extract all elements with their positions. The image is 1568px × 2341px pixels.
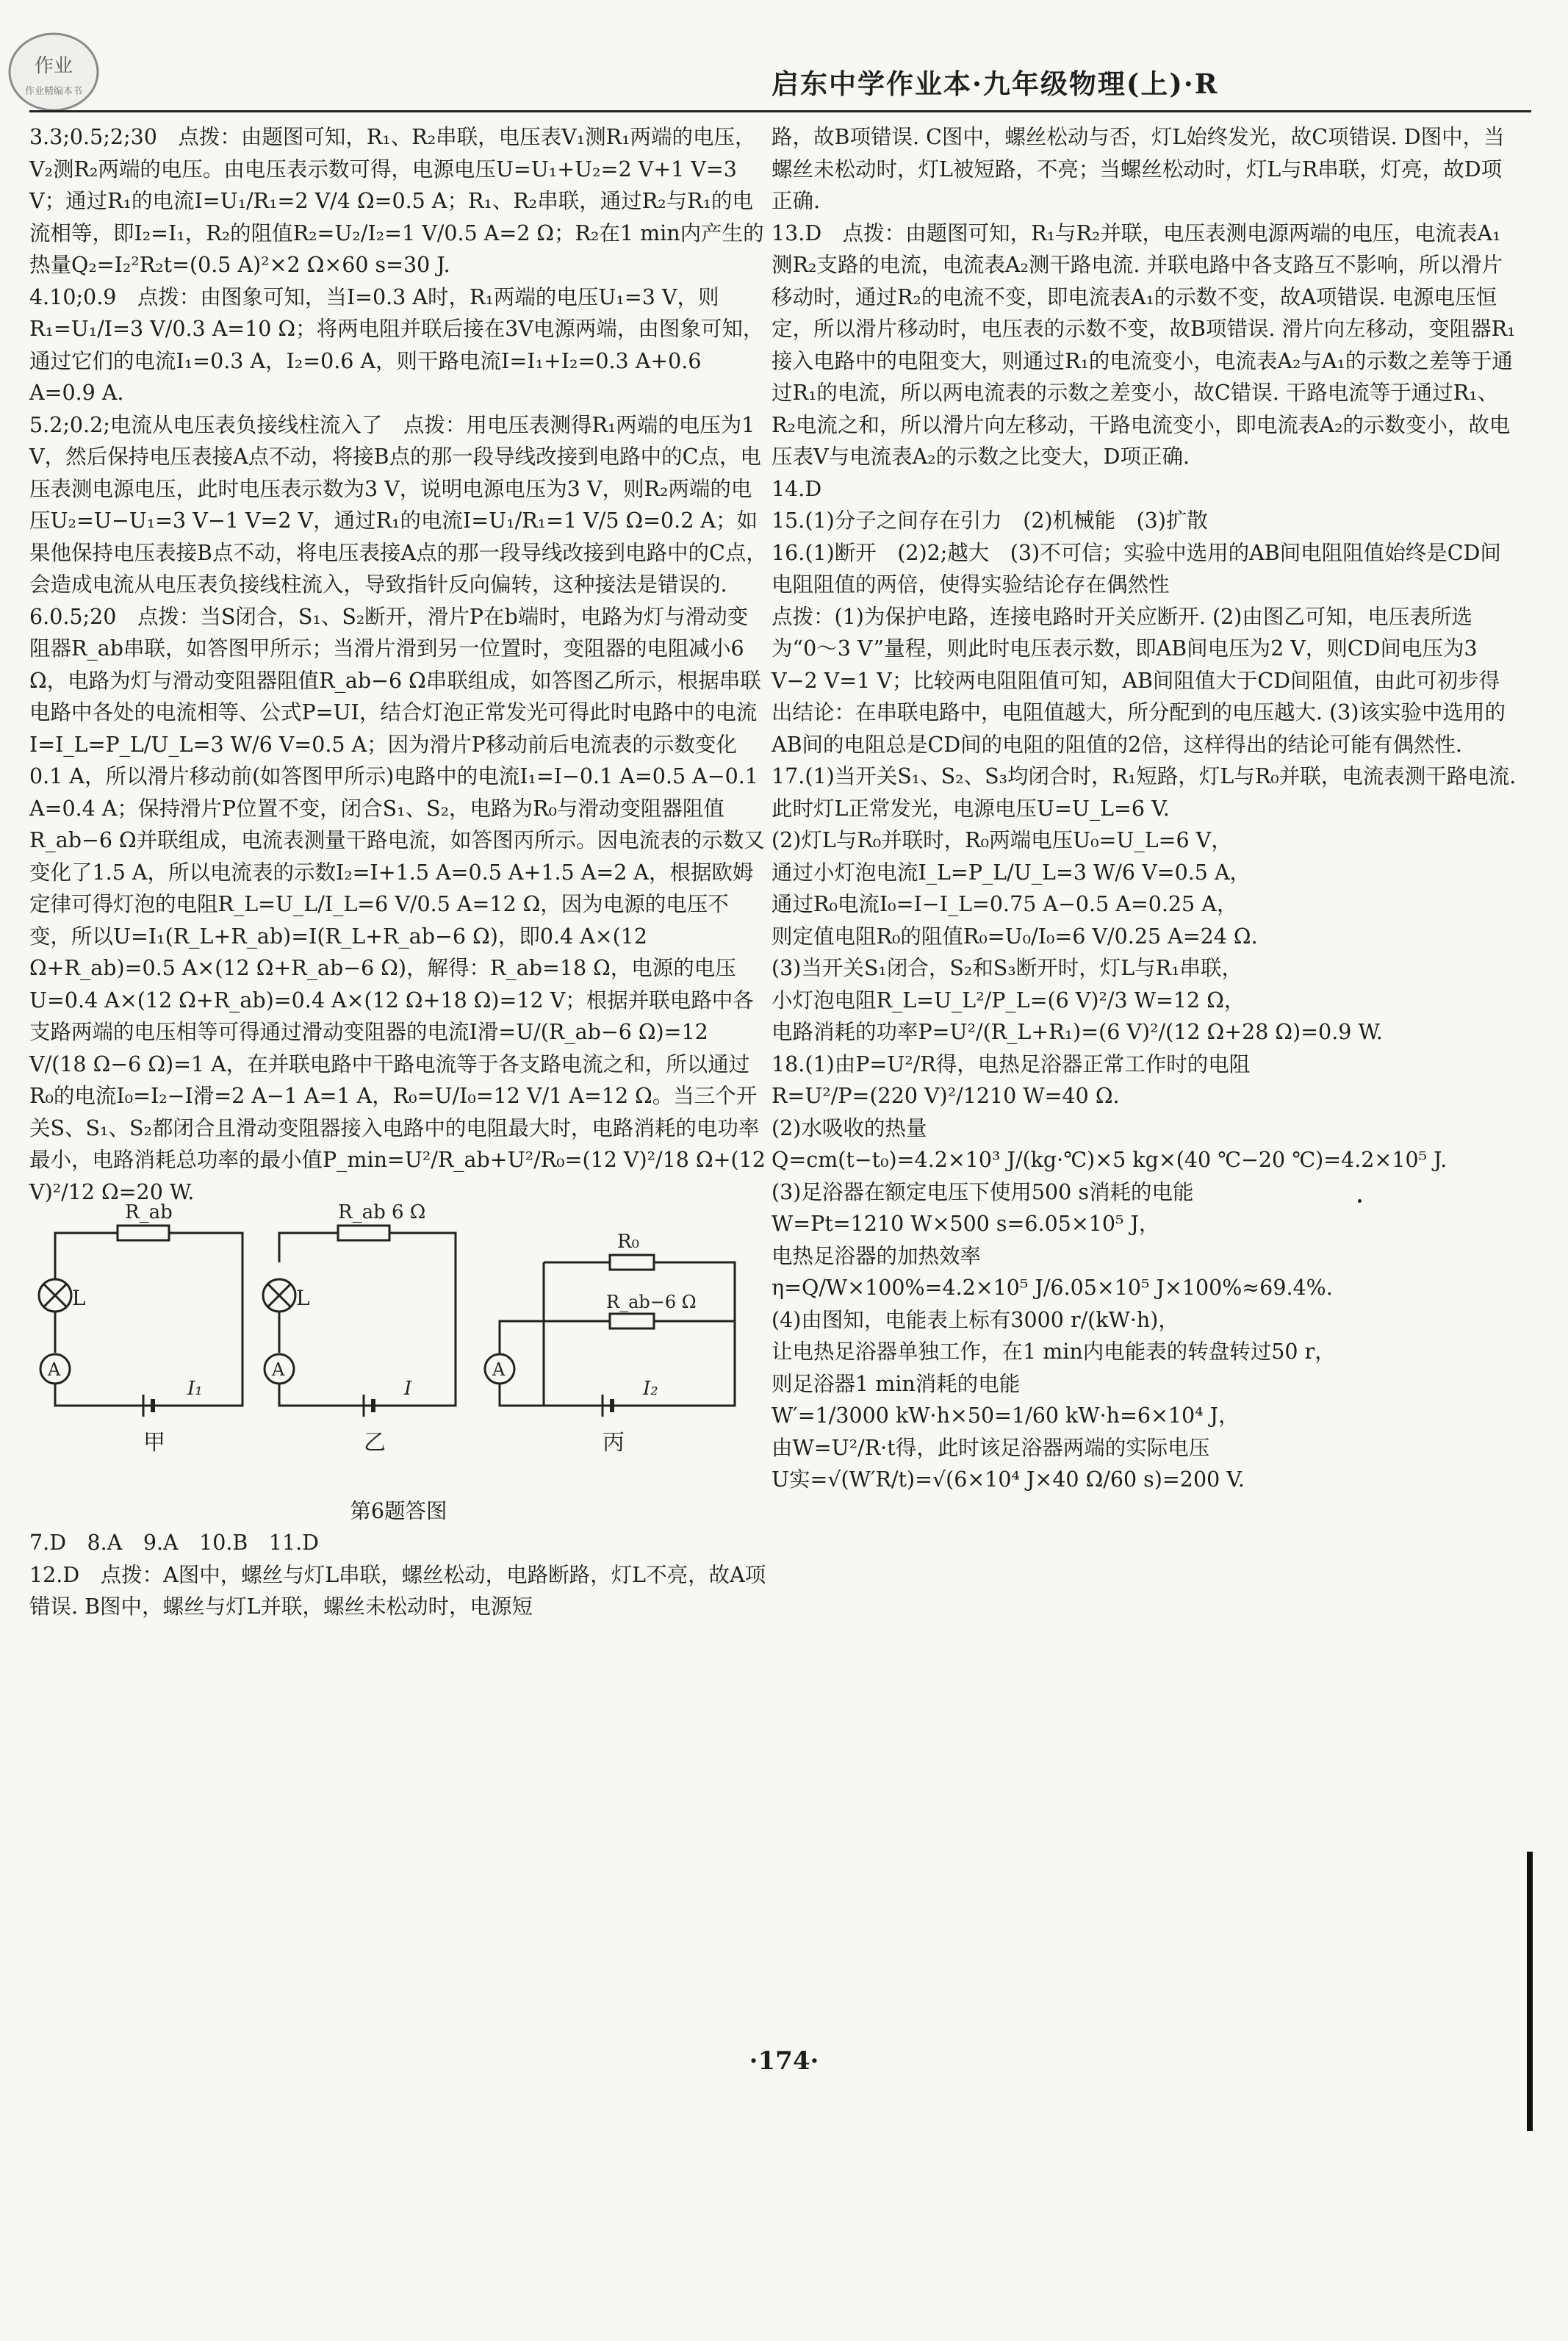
logo-text: 作业: [34, 55, 73, 77]
left-column: [29, 121, 772, 2024]
answer-12: 12.D 点拨：A图中，螺丝与灯L串联，螺丝松动，电路断路，灯L不亮，故A项错误. B图中，螺丝与灯L并联，螺丝未松动时，电源短: [29, 1562, 766, 1619]
logo-subtext: 作业精编本书: [24, 86, 83, 97]
answer-18-4: (4)由图知，电能表上标有3000 r/(kW·h)，: [772, 1307, 1179, 1332]
answer-18-line: 由W=U²/R·t得，此时该足浴器两端的实际电压: [772, 1435, 1210, 1460]
right-column: [772, 121, 1517, 2068]
answer-17-line: 此时灯L正常发光，电源电压U=U_L=6 V.: [772, 796, 1170, 821]
label-ammeter-yi: A: [272, 1359, 285, 1380]
answer-18-line: W′=1/3000 kW·h×50=1/60 kW·h=6×10⁴ J，: [772, 1403, 1240, 1428]
answer-17-line: 则定值电阻R₀的阻值R₀=U₀/I₀=6 V/0.25 A=24 Ω.: [772, 924, 1258, 949]
page-number: ·174·: [749, 2046, 819, 2076]
publisher-logo: [6, 29, 101, 118]
answer-6: 6.0.5;20 点拨：当S闭合，S₁、S₂断开，滑片P在b端时，电路为灯与滑动变阻器R_ab串联，如答图甲所示；当滑片滑到另一位置时，变阻器的电阻减小6 Ω，电路为灯与滑动变阻器阻值R_ab−6 Ω串联组成，如答图乙所示，根据串联电路中各处的电流相等、公式P=UI，结合灯泡正常发光可得此时电路中的电流I=I_L=P_L/U_L=3 W/6 V=0.5 A；因为滑片P移动前后电流表的示数变化0.1 A，所以滑片移动前(如答图甲所示)电路中的电流I₁=I−0.1 A=0.5 A−0.1 A=0.4 A；保持滑片P位置不变，闭合S₁、S₂，电路为R₀与滑动变阻器阻值R_ab−6 Ω并联组成，电流表测量干路电流，如答图丙所示。因电流表的示数又变化了1.5 A，所以电流表的示数I₂=I+1.5 A=0.5 A+1.5 A=2 A，根据欧姆定律可得灯泡的电阻R_L=U_L/I_L=6 V/0.5 A=12 Ω，因为电源的电压不变，所以U=I₁(R_L+R_ab)=I(R_L+R_ab−6 Ω)，即0.4 A×(12 Ω+R_ab)=0.5 A×(12 Ω+R_ab−6 Ω)，解得：R_ab=18 Ω，电源的电压U=0.4 A×(12 Ω+R_ab)=0.4 A×(12 Ω+18 Ω)=12 V；根据并联电路中各支路两端的电压相等可得通过滑动变阻器的电流I滑=U/(R_ab−6 Ω)=12 V/(18 Ω−6 Ω)=1 A，在并联电路中干路电流等于各支路电流之和，所以通过R₀的电流I₀=I₂−I滑=2 A−1 A=1 A，R₀=U/I₀=12 V/1 A=12 Ω。当三个开关S、S₁、S₂都闭合且滑动变阻器接入电路中的电阻最大时，电路消耗的电功率最小，电路消耗总功率的最小值P_min=U²/R_ab+U²/R₀=(12 V)²/18 Ω+(12 V)²/12 Ω=20 W.: [29, 604, 772, 1204]
header-divider: [29, 110, 1531, 112]
answer-4: 4.10;0.9 点拨：由图象可知，当I=0.3 A时，R₁两端的电压U₁=3 V，则R₁=U₁/I=3 V/0.3 A=10 Ω；将两电阻并联后接在3V电源两端，由图象可知，通过它们的电流I₁=0.3 A，I₂=0.6 A，则干路电流I=I₁+I₂=0.3 A+0.6 A=0.9 A.: [29, 284, 764, 405]
answer-17-line: 通过小灯泡电流I_L=P_L/U_L=3 W/6 V=0.5 A，: [772, 860, 1251, 885]
answer-18-line: Q=cm(t−t₀)=4.2×10³ J/(kg·℃)×5 kg×(40 ℃−20 ℃)=4.2×10⁵ J.: [772, 1148, 1447, 1172]
answer-17-2: (2)灯L与R₀并联时，R₀两端电压U₀=U_L=6 V，: [772, 828, 1232, 852]
answer-17-1: 17.(1)当开关S₁、S₂、S₃均闭合时，R₁短路，灯L与R₀并联，电流表测干路电流.: [772, 764, 1517, 788]
label-bing: 丙: [603, 1430, 625, 1456]
circuit-jia: [39, 1226, 242, 1417]
figure-caption: 第6题答图: [350, 1498, 447, 1523]
answer-17-3: (3)当开关S₁闭合，S₂和S₃断开时，灯L与R₁串联，: [772, 956, 1243, 980]
answer-3: 3.3;0.5;2;30 点拨：由题图可知，R₁、R₂串联，电压表V₁测R₁两端的电压，V₂测R₂两端的电压。由电压表示数可得，电源电压U=U₁+U₂=2 V+1 V=3 V；通过R₁的电流I=U₁/R₁=2 V/4 Ω=0.5 A；R₁、R₂串联，通过R₂与R₁的电流相等，即I₂=I₁，R₂的阻值R₂=U₂/I₂=1 V/0.5 A=2 Ω；R₂在1 min内产生的热量Q₂=I₂²R₂t=(0.5 A)²×2 Ω×60 s=30 J.: [29, 125, 764, 277]
label-lamp-jia: L: [72, 1286, 86, 1310]
label-r0-bing: R₀: [617, 1231, 639, 1253]
answer-18-line: R=U²/P=(220 V)²/1210 W=40 Ω.: [772, 1084, 1120, 1108]
page-header-title: 启东中学作业本·九年级物理(上)·R: [772, 68, 1219, 100]
answer-17-line: 小灯泡电阻R_L=U_L²/P_L=(6 V)²/3 W=12 Ω，: [772, 988, 1245, 1013]
circuit-diagrams-q6: [29, 1201, 764, 1483]
answer-17-line: 电路消耗的功率P=U²/(R_L+R₁)=(6 V)²/(12 Ω+28 Ω)=0.9 W.: [772, 1020, 1383, 1044]
label-rab6-yi: R_ab 6 Ω: [338, 1201, 426, 1223]
answer-14: 14.D: [772, 476, 822, 501]
label-i1-jia: I₁: [187, 1378, 203, 1400]
answer-17-line: 通过R₀电流I₀=I−I_L=0.75 A−0.5 A=0.25 A，: [772, 892, 1238, 916]
circuit-yi: [263, 1226, 456, 1417]
label-rab-jia: R_ab: [125, 1201, 173, 1223]
answer-12-cont: 路，故B项错误. C图中，螺丝松动与否，灯L始终发光，故C项错误. D图中，当螺丝未松动时，灯L被短路，不亮；当螺丝松动时，灯L与R串联，灯亮，故D项正确.: [772, 125, 1505, 213]
label-yi: 乙: [364, 1430, 386, 1456]
answer-18-line: U实=√(W′R/t)=√(6×10⁴ J×40 Ω/60 s)=200 V.: [772, 1467, 1245, 1492]
answer-15: 15.(1)分子之间存在引力 (2)机械能 (3)扩散: [772, 508, 1208, 533]
answer-18-line: η=Q/W×100%=4.2×10⁵ J/6.05×10⁵ J×100%≈69.4%.: [772, 1276, 1333, 1300]
answer-18-3: (3)足浴器在额定电压下使用500 s消耗的电能: [772, 1179, 1194, 1204]
label-i2-bing: I₂: [643, 1378, 658, 1400]
label-jia: 甲: [143, 1430, 165, 1456]
answer-16-hint: 点拨：(1)为保护电路，连接电路时开关应断开. (2)由图乙可知，电压表所选为“0～3 V”量程，则此时电压表示数，即AB间电压为2 V，则CD间电压为3 V−2 V=1 V；比较两电阻阻值可知，AB间阻值大于CD间阻值，由此可初步得出结论：在串联电路中，电阻值越大，所分配到的电压越大. (3)该实验中选用的AB间的电阻总是CD间的电阻的阻值的2倍，这样得出的结论可能有偶然性.: [772, 604, 1506, 757]
label-ammeter-jia: A: [48, 1359, 61, 1380]
answer-18-line: 让电热足浴器单独工作，在1 min内电能表的转盘转过50 r，: [772, 1339, 1336, 1364]
label-lamp-yi: L: [296, 1286, 310, 1310]
label-ammeter-bing: A: [492, 1359, 506, 1380]
answers-7-11: 7.D 8.A 9.A 10.B 11.D: [29, 1531, 320, 1555]
answer-13: 13.D 点拨：由题图可知，R₁与R₂并联，电压表测电源两端的电压，电流表A₁测R₂支路的电流，电流表A₂测干路电流. 并联电路中各支路互不影响，所以滑片移动时，通过R₂的电流不变，即电流表A₁的示数不变，故A项错误. 电源电压恒定，所以滑片移动时，电压表的示数不变，故B项错误. 滑片向左移动，变阻器R₁接入电路中的电阻变大，则通过R₁的电流变小，电流表A₂与A₁的示数之差等于通过R₁的电流，所以两电流表的示数之差变小，故C错误. 干路电流等于通过R₁、R₂电流之和，所以滑片向左移动，干路电流变小，即电流表A₂的示数变小，故电压表V与电流表A₂的示数之比变大，D项正确.: [772, 220, 1516, 469]
print-speck: [1358, 1199, 1362, 1203]
answer-18-line: 则足浴器1 min消耗的电能: [772, 1371, 1021, 1396]
answer-18-1: 18.(1)由P=U²/R得，电热足浴器正常工作时的电阻: [772, 1051, 1251, 1076]
answer-18-2: (2)水吸收的热量: [772, 1115, 927, 1140]
circuit-bing: [485, 1255, 735, 1417]
scan-edge-mark: [1527, 1852, 1533, 2131]
answer-16: 16.(1)断开 (2)2;越大 (3)不可信；实验中选用的AB间电阻阻值始终是CD间电阻阻值的两倍，使得实验结论存在偶然性: [772, 540, 1501, 597]
answer-18-line: W=Pt=1210 W×500 s=6.05×10⁵ J，: [772, 1212, 1160, 1236]
label-rab-minus6-bing: R_ab−6 Ω: [606, 1292, 697, 1312]
label-i-yi: I: [404, 1378, 412, 1400]
answer-5: 5.2;0.2;电流从电压表负接线柱流入了 点拨：用电压表测得R₁两端的电压为1 V，然后保持电压表接A点不动，将接B点的那一段导线改接到电路中的C点，电压表测电源电压，此时电压表示数为3 V，说明电源电压为3 V，则R₂两端的电压U₂=U−U₁=3 V−1 V=2 V，通过R₁的电流I=U₁/R₁=1 V/5 Ω=0.2 A；如果他保持电压表接B点不动，将电压表接A点的那一段导线改接到电路中的C点，会造成电流从电压表负接线柱流入，导致指针反向偏转，这种接法是错误的.: [29, 412, 767, 597]
answer-18-line: 电热足浴器的加热效率: [772, 1243, 982, 1268]
